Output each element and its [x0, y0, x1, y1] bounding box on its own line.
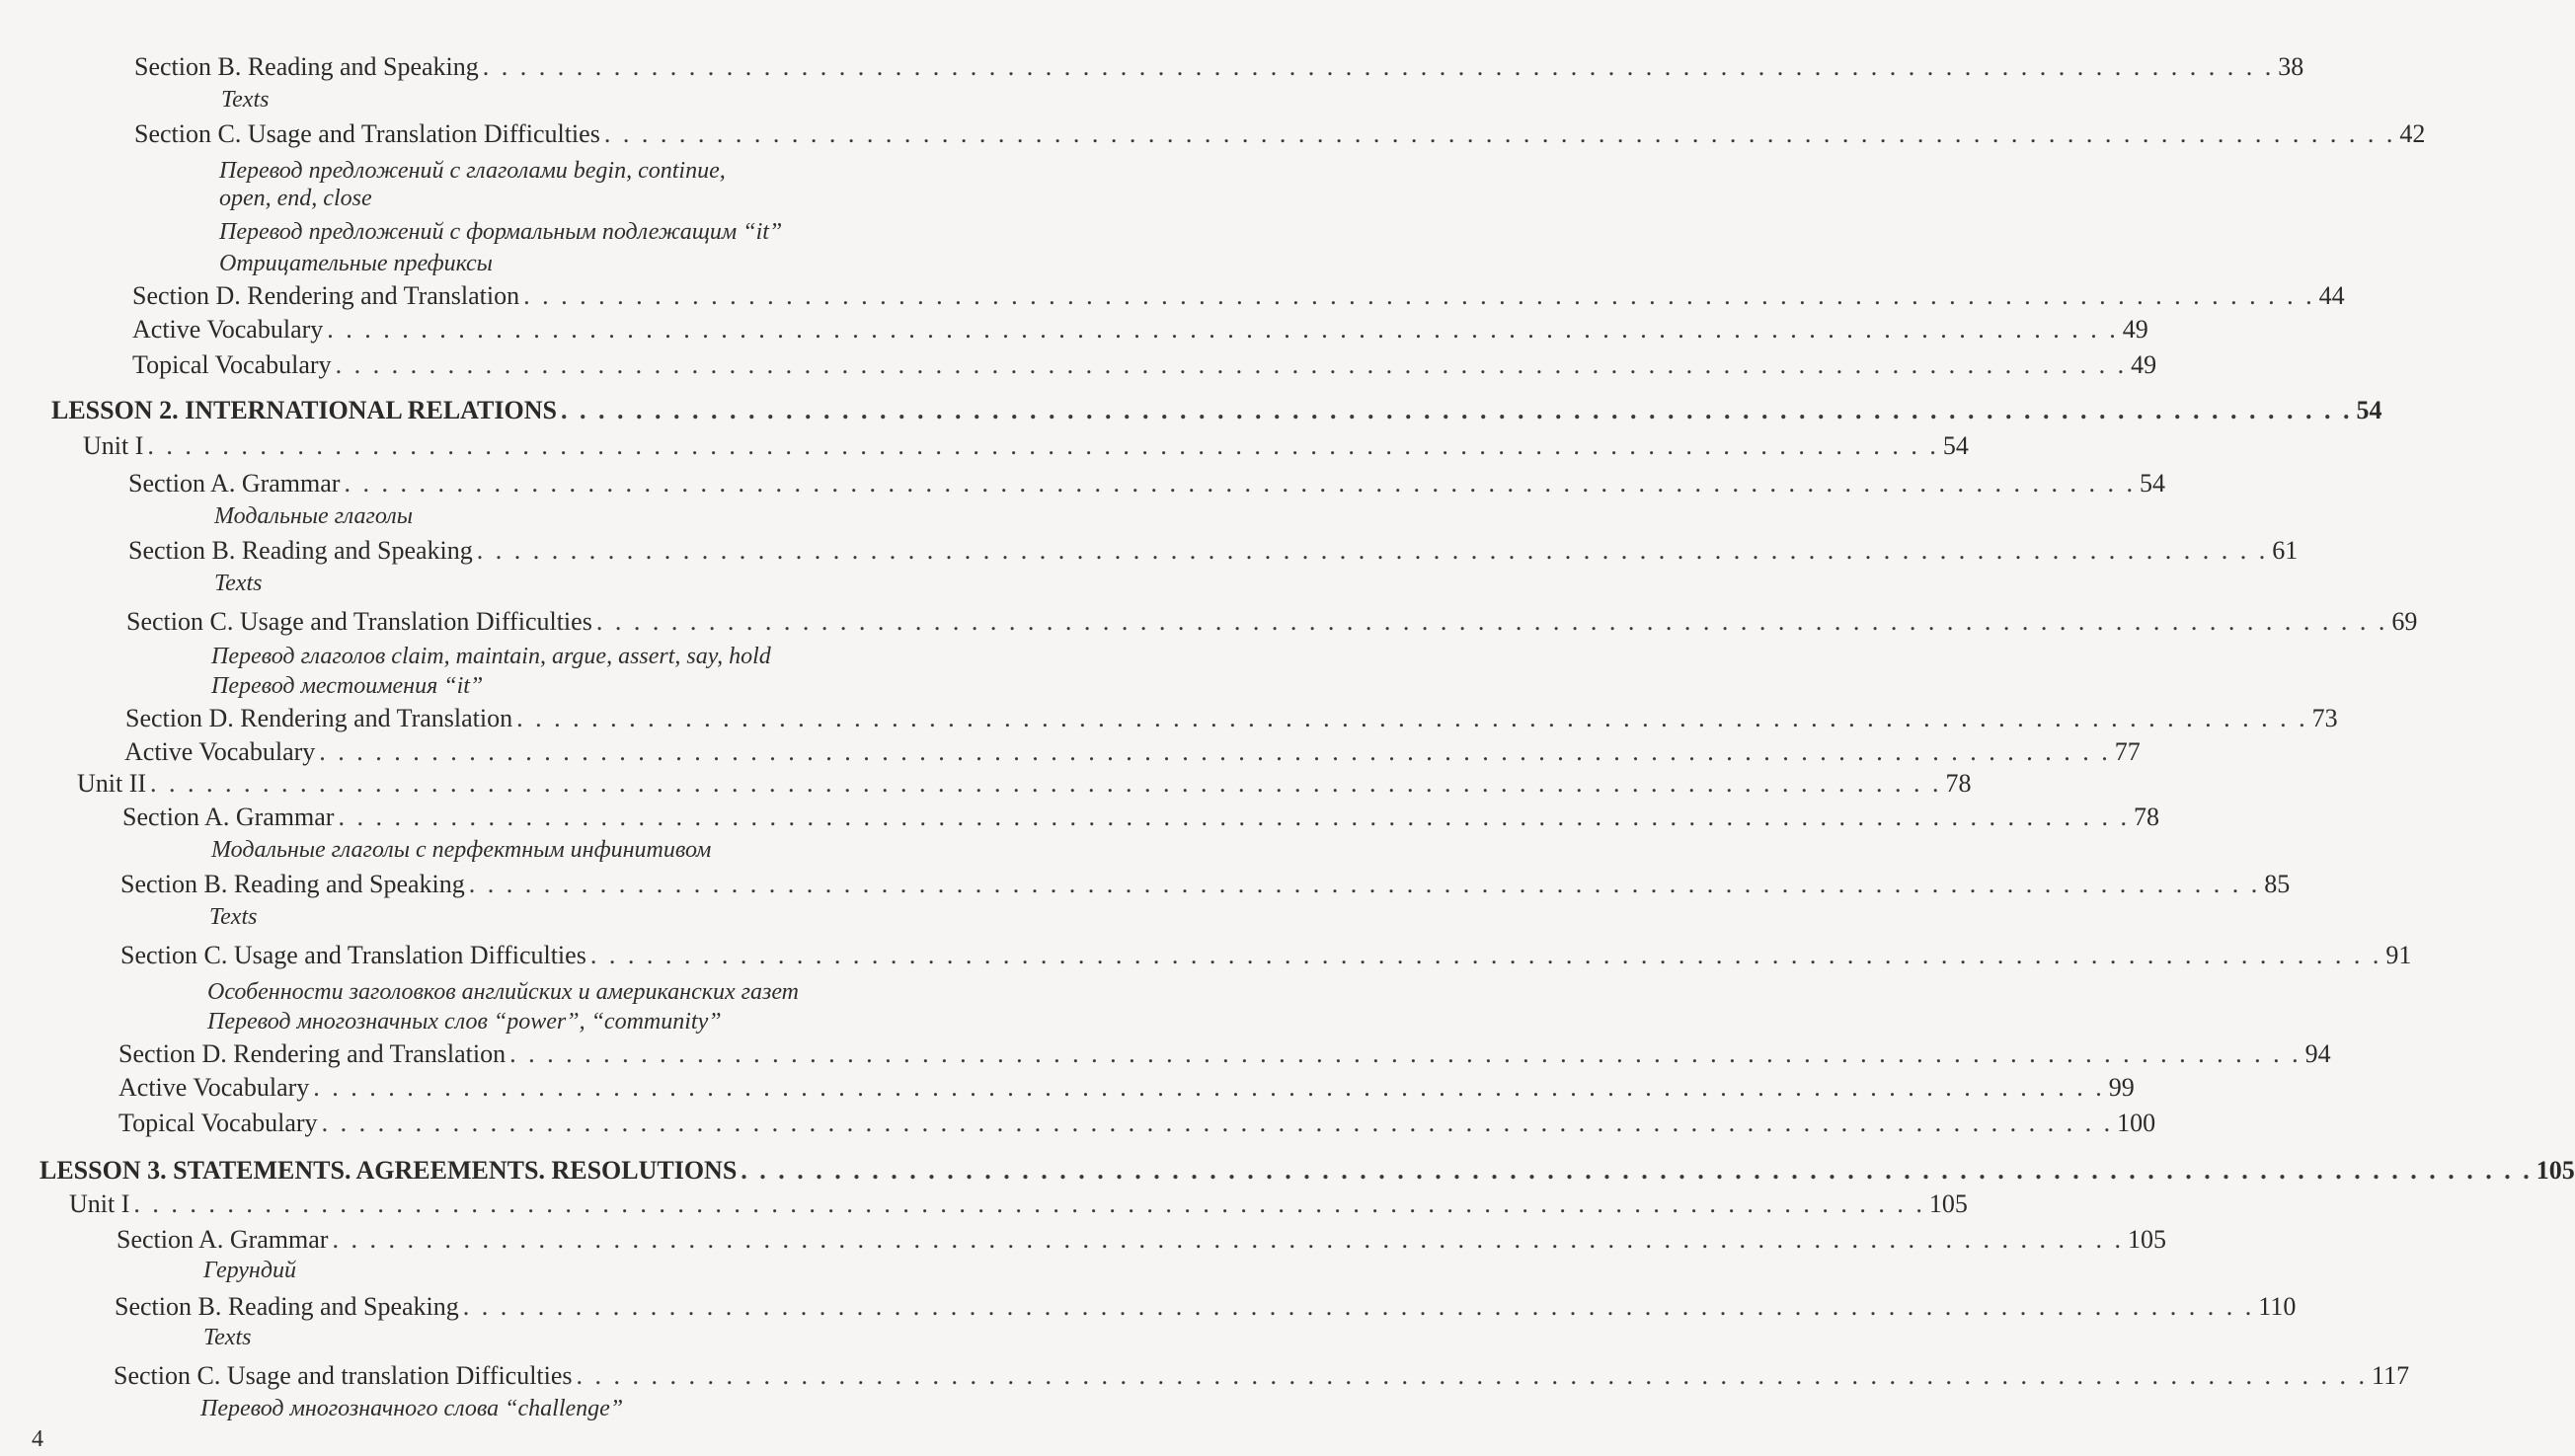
toc-section-entry	[120, 869, 2291, 900]
dot-leader: . . . . . . . . . . . . . . . . . . . . . . . . . . . . . . . . . . . . . . . . . . . . . . . . . . . . . . . . . . . . . . . . . . . . . . . . . . . . . . . . . . . . . . . . . . . . . . . .	[595, 607, 2388, 636]
toc-entry-title: Active Vocabulary	[118, 1073, 310, 1102]
dot-leader: . . . . . . . . . . . . . . . . . . . . . . . . . . . . . . . . . . . . . . . . . . . . . . . . . . . . . . . . . . . . . . . . . . . . . . . . . . . . . . . . . . . . . . . . . . . . . . . .	[462, 1292, 2255, 1321]
toc-entry-title: Section B. Reading and Speaking	[128, 536, 473, 565]
toc-page-number: 49	[2122, 315, 2148, 344]
dot-leader: . . . . . . . . . . . . . . . . . . . . . . . . . . . . . . . . . . . . . . . . . . . . . . . . . . . . . . . . . . . . . . . . . . . . . . . . . . . . . . . . . . . . . . . . . . . . . . . .	[321, 1109, 2114, 1137]
dot-leader: . . . . . . . . . . . . . . . . . . . . . . . . . . . . . . . . . . . . . . . . . . . . . . . . . . . . . . . . . . . . . . . . . . . . . . . . . . . . . . . . . . . . . . . . . . . . . . . .	[603, 119, 2396, 148]
toc-page-number: 78	[2133, 803, 2159, 831]
toc-entry-title: Section A. Grammar	[128, 469, 341, 498]
dot-leader: . . . . . . . . . . . . . . . . . . . . . . . . . . . . . . . . . . . . . . . . . . . . . . . . . . . . . . . . . . . . . . . . . . . . . . . . . . . . . . . . . . . . . . . . . . . . . . . .	[741, 1156, 2533, 1185]
toc-page-number: 73	[2311, 704, 2338, 732]
toc-entry-title: LESSON 2. INTERNATIONAL RELATIONS	[51, 396, 557, 424]
toc-subtopic: Особенности заголовков английских и американских газет	[207, 979, 800, 1005]
toc-subtopic: Модальные глаголы	[214, 503, 413, 529]
toc-page-number: 99	[2108, 1073, 2135, 1102]
toc-subtopic: Отрицательные префиксы	[219, 251, 493, 276]
toc-section-entry	[132, 280, 2345, 312]
toc-entry-title: Topical Vocabulary	[132, 350, 332, 379]
toc-entry-title: Section B. Reading and Speaking	[115, 1292, 459, 1321]
dot-leader: . . . . . . . . . . . . . . . . . . . . . . . . . . . . . . . . . . . . . . . . . . . . . . . . . . . . . . . . . . . . . . . . . . . . . . . . . . . . . . . . . . . . . . . . . . . . . . . .	[576, 1361, 2369, 1390]
dot-leader: . . . . . . . . . . . . . . . . . . . . . . . . . . . . . . . . . . . . . . . . . . . . . . . . . . . . . . . . . . . . . . . . . . . . . . . . . . . . . . . . . . . . . . . . . . . . . . . .	[589, 941, 2382, 969]
toc-entry-title: Active Vocabulary	[124, 737, 316, 766]
toc-page-number: 77	[2114, 737, 2141, 766]
toc-page-number: 85	[2264, 870, 2291, 898]
toc-entry-title: Section C. Usage and Translation Difficulties	[134, 119, 600, 148]
toc-vocab-entry	[124, 736, 2141, 768]
dot-leader: . . . . . . . . . . . . . . . . . . . . . . . . . . . . . . . . . . . . . . . . . . . . . . . . . . . . . . . . . . . . . . . . . . . . . . . . . . . . . . . . . . . . . . . . . . . . . . . .	[338, 803, 2130, 831]
toc-section-entry	[128, 535, 2299, 567]
dot-leader: . . . . . . . . . . . . . . . . . . . . . . . . . . . . . . . . . . . . . . . . . . . . . . . . . . . . . . . . . . . . . . . . . . . . . . . . . . . . . . . . . . . . . . . . . . . . . . . .	[523, 281, 2315, 310]
toc-subtopic: Texts	[203, 1325, 252, 1350]
toc-entry-title: Unit I	[69, 1189, 130, 1218]
dot-leader: . . . . . . . . . . . . . . . . . . . . . . . . . . . . . . . . . . . . . . . . . . . . . . . . . . . . . . . . . . . . . . . . . . . . . . . . . . . . . . . . . . . . . . . . . . . . . . . .	[509, 1039, 2302, 1068]
dot-leader: . . . . . . . . . . . . . . . . . . . . . . . . . . . . . . . . . . . . . . . . . . . . . . . . . . . . . . . . . . . . . . . . . . . . . . . . . . . . . . . . . . . . . . . . . . . . . . . .	[344, 469, 2136, 498]
toc-page-number: 105	[1928, 1189, 1968, 1218]
dot-leader: . . . . . . . . . . . . . . . . . . . . . . . . . . . . . . . . . . . . . . . . . . . . . . . . . . . . . . . . . . . . . . . . . . . . . . . . . . . . . . . . . . . . . . . . . . . . . . . .	[332, 1225, 2124, 1254]
toc-subtopic: Герундий	[203, 1258, 296, 1283]
toc-page-number: 54	[2356, 396, 2382, 424]
toc-section-entry	[126, 606, 2418, 638]
dot-leader: . . . . . . . . . . . . . . . . . . . . . . . . . . . . . . . . . . . . . . . . . . . . . . . . . . . . . . . . . . . . . . . . . . . . . . . . . . . . . . . . . . . . . . . . . . . . . . . .	[482, 52, 2275, 81]
toc-entry-title: Active Vocabulary	[132, 315, 324, 344]
toc-entry-title: Section B. Reading and Speaking	[120, 870, 465, 898]
toc-entry-title: Section B. Reading and Speaking	[134, 52, 479, 81]
toc-page-number: 110	[2258, 1292, 2297, 1321]
toc-entry-title: Section C. Usage and Translation Difficulties	[120, 941, 586, 969]
toc-subtopic: Перевод предложений с глаголами begin, continue,	[219, 158, 726, 184]
toc-subtopic: Texts	[221, 87, 270, 113]
toc-page-number: 105	[2536, 1156, 2575, 1185]
toc-page-number: 117	[2372, 1361, 2410, 1390]
toc-page-number: 105	[2127, 1225, 2166, 1254]
toc-page-number: 61	[2272, 536, 2299, 565]
toc-subtopic: Перевод местоимения “it”	[211, 673, 484, 699]
toc-entry-title: Unit II	[77, 769, 147, 798]
toc-lesson-entry	[51, 395, 2382, 426]
toc-page-number: 91	[2385, 941, 2412, 969]
toc-vocab-entry	[118, 1072, 2135, 1104]
toc-vocab-entry	[132, 349, 2157, 381]
toc-vocab-entry	[132, 314, 2148, 345]
toc-entry-title: Section C. Usage and Translation Difficulties	[126, 607, 592, 636]
toc-entry-title: Section D. Rendering and Translation	[118, 1039, 507, 1068]
toc-entry-title: LESSON 3. STATEMENTS. AGREEMENTS. RESOLUTIONS	[39, 1156, 738, 1185]
dot-leader: . . . . . . . . . . . . . . . . . . . . . . . . . . . . . . . . . . . . . . . . . . . . . . . . . . . . . . . . . . . . . . . . . . . . . . . . . . . . . . . . . . . . . . . . . . . . . . . .	[327, 315, 2119, 344]
toc-subtopic: Texts	[209, 904, 258, 930]
toc-section-entry	[115, 1291, 2297, 1323]
toc-subtopic: Модальные глаголы с перфектным инфинитивом	[211, 837, 712, 863]
toc-entry-title: Section A. Grammar	[122, 803, 335, 831]
toc-subtopic: Перевод предложений с формальным подлежащим “it”	[219, 219, 783, 245]
dot-leader: . . . . . . . . . . . . . . . . . . . . . . . . . . . . . . . . . . . . . . . . . . . . . . . . . . . . . . . . . . . . . . . . . . . . . . . . . . . . . . . . . . . . . . . . . . . . . . . .	[468, 870, 2261, 898]
toc-subtopic: open, end, close	[219, 186, 372, 211]
toc-subtopic: Texts	[214, 571, 263, 596]
toc-entry-title: Unit I	[83, 431, 144, 460]
toc-section-entry	[122, 802, 2159, 833]
toc-vocab-entry	[118, 1108, 2156, 1139]
toc-page-number: 38	[2278, 52, 2304, 81]
toc-section-entry	[125, 703, 2338, 734]
toc-section-entry	[128, 468, 2165, 499]
toc-page-number: 54	[1942, 431, 1969, 460]
toc-entry-title: Section D. Rendering and Translation	[132, 281, 520, 310]
toc-page-number: 42	[2399, 119, 2426, 148]
dot-leader: . . . . . . . . . . . . . . . . . . . . . . . . . . . . . . . . . . . . . . . . . . . . . . . . . . . . . . . . . . . . . . . . . . . . . . . . . . . . . . . . . . . . . . . . . . . . . . . .	[150, 769, 1942, 798]
page-number: 4	[32, 1426, 43, 1452]
dot-leader: . . . . . . . . . . . . . . . . . . . . . . . . . . . . . . . . . . . . . . . . . . . . . . . . . . . . . . . . . . . . . . . . . . . . . . . . . . . . . . . . . . . . . . . . . . . . . . . .	[133, 1189, 1925, 1218]
toc-subtopic: Перевод многозначного слова “challenge”	[200, 1396, 624, 1421]
toc-page-number: 94	[2304, 1039, 2331, 1068]
toc-entry-title: Section D. Rendering and Translation	[125, 704, 513, 732]
dot-leader: . . . . . . . . . . . . . . . . . . . . . . . . . . . . . . . . . . . . . . . . . . . . . . . . . . . . . . . . . . . . . . . . . . . . . . . . . . . . . . . . . . . . . . . . . . . . . . . .	[147, 431, 1939, 460]
dot-leader: . . . . . . . . . . . . . . . . . . . . . . . . . . . . . . . . . . . . . . . . . . . . . . . . . . . . . . . . . . . . . . . . . . . . . . . . . . . . . . . . . . . . . . . . . . . . . . . .	[335, 350, 2128, 379]
toc-section-entry	[117, 1224, 2166, 1256]
toc-page-number: 69	[2391, 607, 2418, 636]
toc-lesson-entry	[39, 1155, 2575, 1187]
toc-subtopic: Перевод глаголов claim, maintain, argue, assert, say, hold	[211, 644, 771, 669]
toc-page-number: 54	[2139, 469, 2165, 498]
dot-leader: . . . . . . . . . . . . . . . . . . . . . . . . . . . . . . . . . . . . . . . . . . . . . . . . . . . . . . . . . . . . . . . . . . . . . . . . . . . . . . . . . . . . . . . . . . . . . . . .	[476, 536, 2269, 565]
toc-section-entry	[120, 940, 2412, 971]
toc-unit-entry	[77, 768, 1972, 800]
dot-leader: . . . . . . . . . . . . . . . . . . . . . . . . . . . . . . . . . . . . . . . . . . . . . . . . . . . . . . . . . . . . . . . . . . . . . . . . . . . . . . . . . . . . . . . . . . . . . . . .	[319, 737, 2111, 766]
toc-entry-title: Topical Vocabulary	[118, 1109, 318, 1137]
toc-section-entry	[118, 1038, 2331, 1070]
toc-section-entry	[134, 51, 2304, 83]
toc-unit-entry	[69, 1188, 1968, 1220]
toc-page-number: 44	[2318, 281, 2345, 310]
toc-page-number: 100	[2117, 1109, 2156, 1137]
toc-unit-entry	[83, 430, 1969, 462]
toc-page-number: 49	[2131, 350, 2157, 379]
toc-entry-title: Section A. Grammar	[117, 1225, 329, 1254]
dot-leader: . . . . . . . . . . . . . . . . . . . . . . . . . . . . . . . . . . . . . . . . . . . . . . . . . . . . . . . . . . . . . . . . . . . . . . . . . . . . . . . . . . . . . . . . . . . . . . . .	[516, 704, 2308, 732]
toc-section-entry	[114, 1360, 2410, 1392]
dot-leader: . . . . . . . . . . . . . . . . . . . . . . . . . . . . . . . . . . . . . . . . . . . . . . . . . . . . . . . . . . . . . . . . . . . . . . . . . . . . . . . . . . . . . . . . . . . . . . . .	[313, 1073, 2105, 1102]
dot-leader: . . . . . . . . . . . . . . . . . . . . . . . . . . . . . . . . . . . . . . . . . . . . . . . . . . . . . . . . . . . . . . . . . . . . . . . . . . . . . . . . . . . . . . . . . . . . . . . .	[560, 396, 2353, 424]
toc-section-entry	[134, 118, 2426, 150]
toc-entry-title: Section C. Usage and translation Difficulties	[114, 1361, 573, 1390]
toc-subtopic: Перевод многозначных слов “power”, “community”	[207, 1009, 722, 1035]
toc-page-number: 78	[1945, 769, 1972, 798]
